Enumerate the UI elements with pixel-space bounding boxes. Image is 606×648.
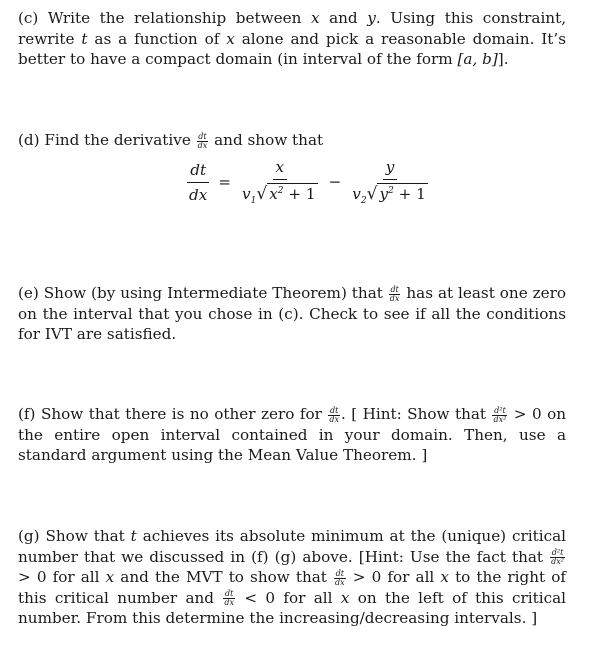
part-e: (e) Show (by using Intermediate Theorem) that $\frac{dt}{dx}$ has at least one zero on the interval that you chose in (c). Check to see if all the conditions for IVT are satisfied.: [18, 284, 567, 344]
part-c-label: (c): [18, 9, 39, 27]
part-g: (g) Show that t achieves its absolute minimum at the (unique) critical number that we discussed in (f) (g) above. [Hint: Use the fact that $\frac{\text{d²t}}{\text{dx²}}$ > 0 for all x and the MVT to show that $\frac{dt}{dx}$ > 0 for all x to the right of this critical number and $\frac{dt}{dx}$ < 0 for all x on the left of this critical number. From this determine the increasing/decreasing intervals. ]: [18, 527, 567, 628]
part-d: (d) Find the derivative $\frac{dt}{dx}$ and show that: [18, 131, 324, 150]
dt-dx-fraction: $\frac{dt}{dx}$: [197, 131, 208, 150]
derivative-equation: $\frac{dt}{dx}$ = x $v_1$ √ $x^2 + 1$ − y $v_2$ √ $y^2 + 1$: [189, 158, 426, 207]
part-d-label: (d): [18, 131, 40, 149]
part-g-label: (g): [18, 527, 40, 545]
part-f: (f) Show that there is no other zero for $\frac{dt}{dx}$ . [ Hint: Show that $\frac{\text{d²t}}{\text{dx²}}$ > 0 on the entire open interval contained in your domain. Then, use a standard argument using the Mean Value Theorem. ]: [18, 405, 566, 465]
part-c: (c) Write the relationship between x and y. Using this constraint, rewrite t as a function of x alone and pick a reasonable domain. It’s better to have a compact domain (in interval of the form [a, b]].: [18, 9, 567, 69]
part-e-label: (e): [18, 284, 39, 302]
part-f-label: (f): [18, 405, 36, 423]
